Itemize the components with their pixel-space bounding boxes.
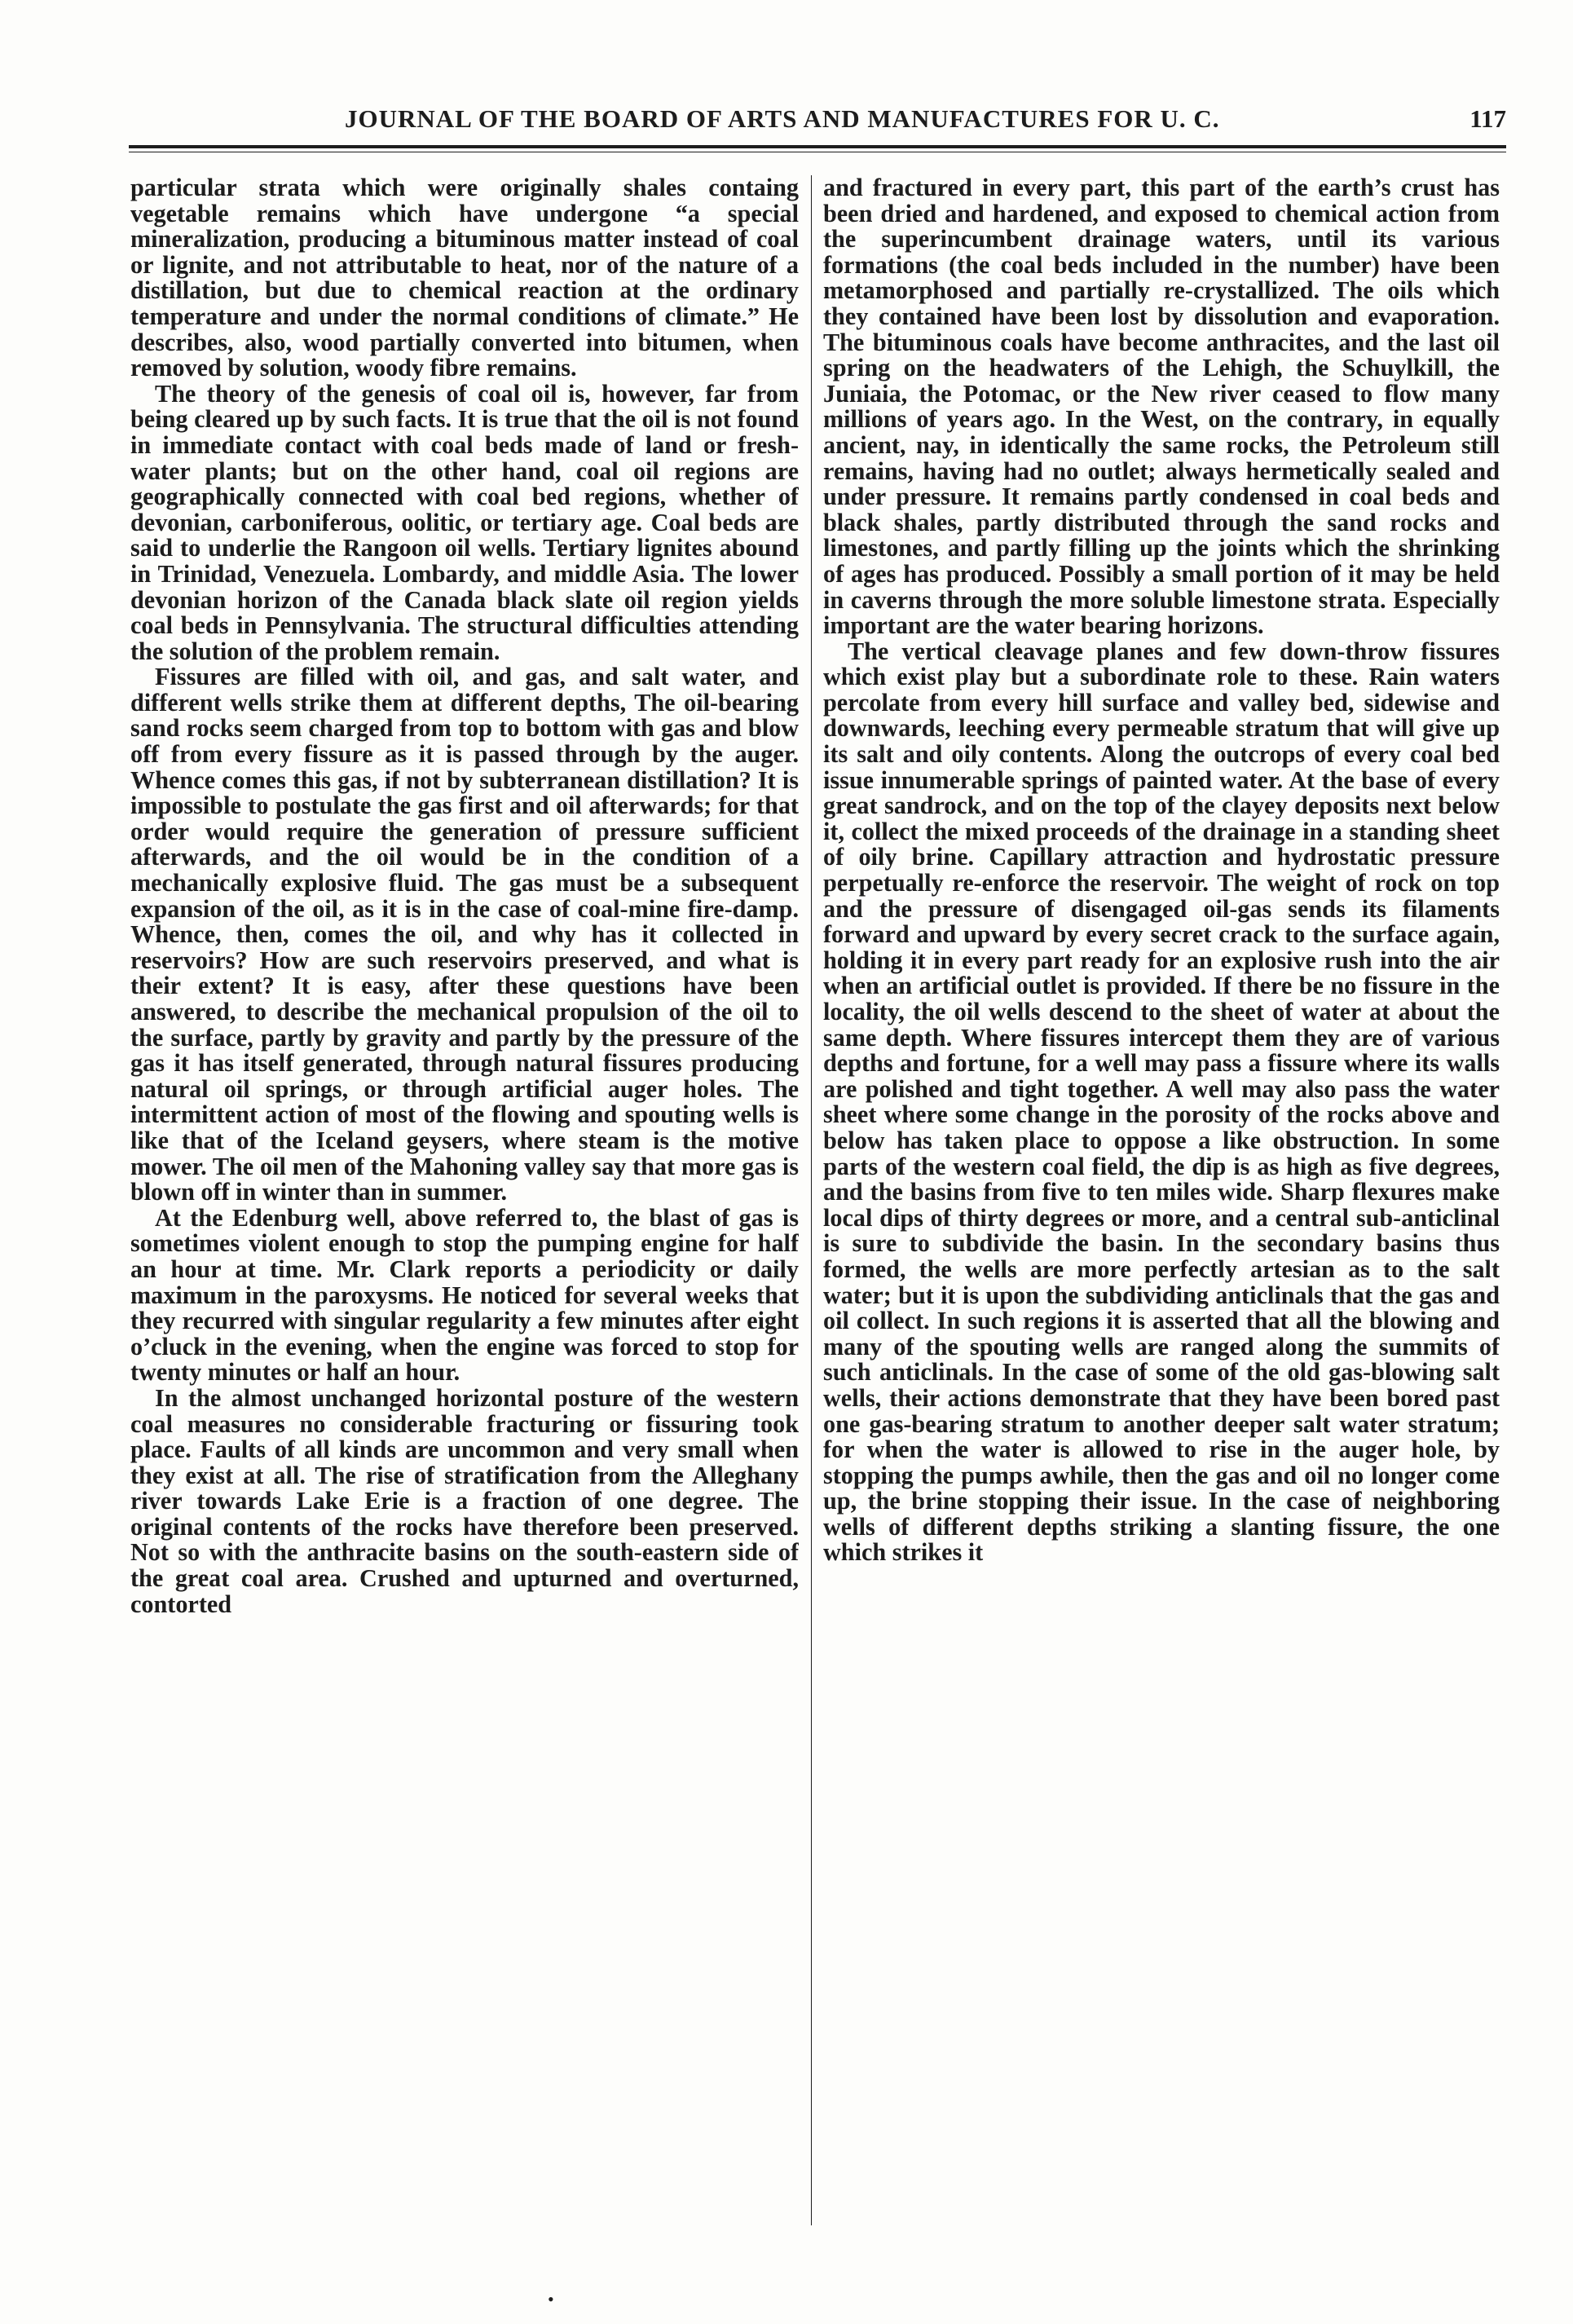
left-paragraph: Fissures are filled with oil, and gas, and salt water, and different wells strike them at different depths, The oil-bearing sand rocks seem charged from top to bottom with gas and blow off from every fissure as it is passed through by the auger. Whence comes this gas, if not by subterranean distillation? It is impossible to postulate the gas first and oil afterwards; for that order would require the generation of pressure sufficient afterwards, and the oil would be in the condition of a mechanically explosive fluid. The gas must be a subsequent expansion of the oil, as it is in the case of coal-mine fire-damp. Whence, then, comes the oil, and why has it collected in reservoirs? How are such reservoirs preserved, and what is their extent? It is easy, after these questions have been answered, to describe the mechanical propulsion of the oil to the surface, partly by gravity and partly by the pressure of the gas it has itself generated, through natural fissures producing natural oil springs, or through artificial auger holes. The intermittent action of most of the flowing and spouting wells is like that of the Iceland geysers, where steam is the motive mower. The oil men of the Mahoning valley say that more gas is blown off in winter than in summer. [130, 663, 799, 1206]
page-header [129, 98, 1506, 139]
left-paragraph: The theory of the genesis of coal oil is, however, far from being cleared up by such facts. It is true that the oil is not found in immediate contact with coal beds made of land or fresh-water plants; but on the other hand, coal oil regions are geographically connected with coal bed regions, whether of devonian, carboniferous, oolitic, or tertiary age. Coal beds are said to underlie the Rangoon oil wells. Tertiary lignites abound in Trinidad, Venezuela. Lombardy, and middle Asia. The lower devonian horizon of the Canada black slate oil region yields coal beds in Pennsylvania. The structural difficulties attending the solution of the problem remain. [130, 379, 799, 665]
right-paragraph: and fractured in every part, this part of the earth’s crust has been dried and hardened, and exposed to chemical action from the superincumbent drainage waters, until its various formations (the coal beds included in the number) have been metamorphosed and partially re-crystallized. The oils which they contained have been lost by dissolution and evaporation. The bituminous coals have become anthracites, and the last oil spring on the headwaters of the Lehigh, the Schuylkill, the Juniaia, the Potomac, or the New river ceased to flow many millions of years ago. In the West, on the contrary, in equally ancient, nay, in identically the same rocks, the Petroleum still remains, having had no outlet; always hermetically sealed and under pressure. It remains partly condensed in coal beds and black shales, partly distributed through the sand rocks and limestones, and partly filling up the joints which the shrinking of ages has produced. Possibly a small portion of it may be held in caverns through the more soluble limestone strata. Especially important are the water bearing horizons. [823, 175, 1500, 640]
footer-mark: • [548, 2289, 554, 2309]
left-column [130, 175, 799, 2262]
column-divider [811, 175, 812, 2225]
running-head: JOURNAL OF THE BOARD OF ARTS AND MANUFACTURES FOR U. C. [345, 104, 1220, 133]
left-paragraph: particular strata which were originally shales containg vegetable remains which have undergone “a special mineralization, producing a bituminous matter instead of coal or lignite, and not attributable to heat, nor of the nature of a distillation, but due to chemical reaction at the ordinary temperature and under the normal conditions of climate.” He describes, also, wood partially converted into bitumen, when removed by solution, woody fibre remains. [130, 175, 799, 382]
left-paragraph: At the Edenburg well, above referred to, the blast of gas is sometimes violent enough to stop the pumping engine for half an hour at time. Mr. Clark reports a periodicity or daily maximum in the paroxysms. He noticed for several weeks that they recurred with singular regularity a few minutes after eight o’cluck in the evening, when the engine was forced to stop for twenty minutes or half an hour. [130, 1203, 799, 1387]
page-number: 117 [1469, 104, 1506, 133]
right-paragraph: The vertical cleavage planes and few down-throw fissures which exist play but a subordinate role to these. Rain waters percolate from every hill surface and valley bed, sidewise and downwards, leeching every permeable stratum that will give up its salt and oily contents. Along the outcrops of every coal bed issue innumerable springs of painted water. At the base of every great sandrock, and on the top of the clayey deposits next below it, collect the mixed proceeds of the drainage in a standing sheet of oily brine. Capillary attraction and hydrostatic pressure perpetually re-enforce the reservoir. The weight of rock on top and the pressure of disengaged oil-gas sends its filaments forward and upward by every secret crack to the surface again, holding it in every part ready for an explosive rush into the air when an artificial outlet is provided. If there be no fissure in the locality, the oil wells descend to the sheet of water at about the same depth. Where fissures intercept them they are of various depths and fortune, for a well may pass a fissure where its walls are polished and tight together. A well may also pass the water sheet where some change in the porosity of the rocks above and below has taken place to oppose a like obstruction. In some parts of the western coal field, the dip is as high as five degrees, and the basins from five to ten miles wide. Sharp flexures make local dips of thirty degrees or more, and a central sub-anticlinal is sure to subdivide the basin. In the secondary basins thus formed, the wells are more perfectly artesian as to the salt water; but it is upon the subdividing anticlinals that the gas and oil collect. In such regions it is asserted that all the blowing and many of the spouting wells are ranged along the summits of such anticlinals. In the case of some of the old gas-blowing salt wells, their actions demonstrate that they have been bored past one gas-bearing stratum to another deeper salt water stratum; for when the water is allowed to rise in the auger hole, by stopping the pumps awhile, then the gas and oil no longer come up, the brine stopping their issue. In the case of neighboring wells of different depths striking a slanting fissure, the one which strikes it [823, 637, 1500, 1567]
right-column [823, 175, 1500, 2262]
left-paragraph: In the almost unchanged horizontal posture of the western coal measures no considerable fracturing or fissuring took place. Faults of all kinds are uncommon and very small when they exist at all. The rise of stratification from the Alleghany river towards Lake Erie is a fraction of one degree. The original contents of the rocks have therefore been preserved. Not so with the anthracite basins on the south-eastern side of the great coal area. Crushed and upturned and overturned, contorted [130, 1383, 799, 1618]
header-rule-thick [129, 145, 1506, 148]
